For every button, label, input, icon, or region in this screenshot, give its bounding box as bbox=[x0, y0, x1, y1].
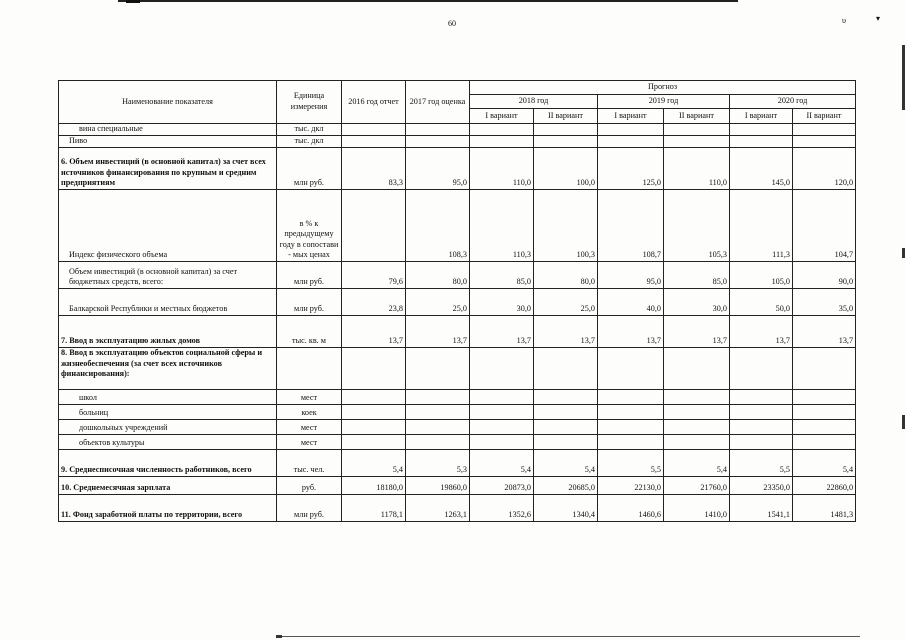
cell-value: 108,7 bbox=[598, 190, 664, 262]
cell-value: 100,0 bbox=[534, 148, 598, 190]
cell-value: 13,7 bbox=[342, 316, 406, 348]
row-label: больниц bbox=[59, 405, 277, 420]
cell-value: 80,0 bbox=[534, 262, 598, 289]
cell-value: 5,4 bbox=[534, 450, 598, 477]
table-row bbox=[59, 348, 856, 390]
cell-value bbox=[534, 136, 598, 148]
cell-value bbox=[730, 124, 793, 136]
row-label: 6. Объем инвестиций (в основной капитал) за счет всех источников финансирования по крупным и средним предприятиям bbox=[59, 148, 277, 190]
row-label: дошкольных учреждений bbox=[59, 420, 277, 435]
cell-value: 1541,1 bbox=[730, 495, 793, 522]
cell-value bbox=[470, 124, 534, 136]
cell-value bbox=[406, 124, 470, 136]
table-row bbox=[59, 262, 856, 289]
cell-value bbox=[598, 136, 664, 148]
cell-value bbox=[470, 348, 534, 390]
cell-value: 125,0 bbox=[598, 148, 664, 190]
row-unit: мест bbox=[277, 435, 342, 450]
row-unit: млн руб. bbox=[277, 262, 342, 289]
row-unit: тыс. чел. bbox=[277, 450, 342, 477]
cell-value: 13,7 bbox=[470, 316, 534, 348]
cell-value: 19860,0 bbox=[406, 477, 470, 495]
row-unit: коек bbox=[277, 405, 342, 420]
scan-top-mark bbox=[126, 0, 140, 3]
row-unit: руб. bbox=[277, 477, 342, 495]
row-label: Балкарской Республики и местных бюджетов bbox=[59, 289, 277, 316]
cell-value bbox=[598, 390, 664, 405]
forecast-table bbox=[58, 80, 856, 522]
cell-value bbox=[342, 190, 406, 262]
row-unit: млн руб. bbox=[277, 289, 342, 316]
table-row bbox=[59, 390, 856, 405]
cell-value bbox=[534, 348, 598, 390]
row-unit bbox=[277, 348, 342, 390]
row-unit: в % к предыдущему году в сопостави - мых ценах bbox=[277, 190, 342, 262]
scan-bottom-mark bbox=[276, 635, 282, 638]
scan-bottom-border bbox=[280, 636, 860, 637]
cell-value: 105,3 bbox=[664, 190, 730, 262]
cell-value bbox=[664, 348, 730, 390]
cell-value bbox=[406, 136, 470, 148]
cell-value bbox=[793, 420, 856, 435]
cell-value bbox=[793, 390, 856, 405]
row-label: 11. Фонд заработной платы по территории, всего bbox=[59, 495, 277, 522]
row-label: объектов культуры bbox=[59, 435, 277, 450]
cell-value bbox=[793, 405, 856, 420]
table-row bbox=[59, 405, 856, 420]
cell-value: 20685,0 bbox=[534, 477, 598, 495]
header-variant-2: II вариант bbox=[664, 109, 730, 124]
table-row bbox=[59, 495, 856, 522]
header-variant-1: I вариант bbox=[598, 109, 664, 124]
cell-value: 1352,6 bbox=[470, 495, 534, 522]
cell-value bbox=[342, 420, 406, 435]
cell-value bbox=[342, 348, 406, 390]
row-label: Пиво bbox=[59, 136, 277, 148]
table-row bbox=[59, 435, 856, 450]
cell-value bbox=[470, 405, 534, 420]
cell-value bbox=[598, 420, 664, 435]
cell-value bbox=[342, 390, 406, 405]
cell-value: 30,0 bbox=[664, 289, 730, 316]
row-label: школ bbox=[59, 390, 277, 405]
cell-value: 95,0 bbox=[598, 262, 664, 289]
cell-value: 22860,0 bbox=[793, 477, 856, 495]
cell-value: 1178,1 bbox=[342, 495, 406, 522]
row-unit: тыс. дкл bbox=[277, 136, 342, 148]
cell-value bbox=[534, 435, 598, 450]
cell-value bbox=[470, 420, 534, 435]
table-row bbox=[59, 124, 856, 136]
cell-value: 13,7 bbox=[598, 316, 664, 348]
row-unit: тыс. кв. м bbox=[277, 316, 342, 348]
row-unit: млн руб. bbox=[277, 495, 342, 522]
cell-value: 23,8 bbox=[342, 289, 406, 316]
cell-value: 79,6 bbox=[342, 262, 406, 289]
cell-value: 90,0 bbox=[793, 262, 856, 289]
cell-value bbox=[342, 435, 406, 450]
cell-value bbox=[598, 124, 664, 136]
cell-value bbox=[406, 405, 470, 420]
header-unit: Единица измерения bbox=[277, 81, 342, 124]
cell-value bbox=[534, 124, 598, 136]
corner-mark: υ bbox=[842, 16, 846, 25]
cell-value: 5,4 bbox=[664, 450, 730, 477]
header-variant-1: I вариант bbox=[470, 109, 534, 124]
cell-value bbox=[730, 405, 793, 420]
cell-value: 104,7 bbox=[793, 190, 856, 262]
cell-value bbox=[664, 124, 730, 136]
header-name: Наименование показателя bbox=[59, 81, 277, 124]
cell-value: 25,0 bbox=[534, 289, 598, 316]
header-2020: 2020 год bbox=[730, 95, 856, 109]
cell-value bbox=[406, 390, 470, 405]
cell-value bbox=[730, 136, 793, 148]
cell-value bbox=[534, 420, 598, 435]
row-label: 7. Ввод в эксплуатацию жилых домов bbox=[59, 316, 277, 348]
header-forecast: Прогноз bbox=[470, 81, 856, 95]
cell-value: 110,0 bbox=[664, 148, 730, 190]
row-label: Объем инвестиций (в основной капитал) за счет бюджетных средств, всего: bbox=[59, 262, 277, 289]
cell-value: 1340,4 bbox=[534, 495, 598, 522]
cell-value bbox=[406, 435, 470, 450]
cell-value: 50,0 bbox=[730, 289, 793, 316]
cell-value: 1460,6 bbox=[598, 495, 664, 522]
cell-value bbox=[730, 420, 793, 435]
table-row bbox=[59, 420, 856, 435]
cell-value bbox=[793, 136, 856, 148]
scan-top-border bbox=[118, 0, 738, 2]
cell-value bbox=[793, 435, 856, 450]
cell-value bbox=[470, 136, 534, 148]
cell-value: 120,0 bbox=[793, 148, 856, 190]
cell-value: 80,0 bbox=[406, 262, 470, 289]
row-label: 10. Среднемесячная зарплата bbox=[59, 477, 277, 495]
cell-value: 83,3 bbox=[342, 148, 406, 190]
cell-value: 5,5 bbox=[730, 450, 793, 477]
header-variant-2: II вариант bbox=[793, 109, 856, 124]
cell-value: 23350,0 bbox=[730, 477, 793, 495]
cell-value bbox=[598, 348, 664, 390]
cell-value: 35,0 bbox=[793, 289, 856, 316]
page-number: 60 bbox=[448, 19, 456, 28]
cell-value: 1410,0 bbox=[664, 495, 730, 522]
cell-value: 13,7 bbox=[730, 316, 793, 348]
cell-value bbox=[534, 390, 598, 405]
cell-value bbox=[664, 420, 730, 435]
row-unit: млн руб. bbox=[277, 148, 342, 190]
table-row bbox=[59, 289, 856, 316]
cell-value: 100,3 bbox=[534, 190, 598, 262]
cell-value bbox=[470, 390, 534, 405]
cell-value bbox=[793, 348, 856, 390]
table-row bbox=[59, 477, 856, 495]
cell-value bbox=[664, 435, 730, 450]
cell-value: 95,0 bbox=[406, 148, 470, 190]
cell-value bbox=[342, 405, 406, 420]
cell-value bbox=[793, 124, 856, 136]
table-row bbox=[59, 190, 856, 262]
cell-value: 110,3 bbox=[470, 190, 534, 262]
cell-value: 105,0 bbox=[730, 262, 793, 289]
cell-value: 5,5 bbox=[598, 450, 664, 477]
cell-value bbox=[730, 390, 793, 405]
cell-value bbox=[664, 405, 730, 420]
cell-value: 1481,3 bbox=[793, 495, 856, 522]
cell-value: 20873,0 bbox=[470, 477, 534, 495]
cell-value bbox=[406, 348, 470, 390]
cell-value: 145,0 bbox=[730, 148, 793, 190]
cell-value: 5,4 bbox=[342, 450, 406, 477]
cell-value: 111,3 bbox=[730, 190, 793, 262]
cell-value bbox=[664, 390, 730, 405]
row-unit: тыс. дкл bbox=[277, 124, 342, 136]
row-label: вина специальные bbox=[59, 124, 277, 136]
header-2019: 2019 год bbox=[598, 95, 730, 109]
cell-value bbox=[730, 435, 793, 450]
row-unit: мест bbox=[277, 390, 342, 405]
cell-value bbox=[342, 124, 406, 136]
cell-value bbox=[730, 348, 793, 390]
cell-value: 25,0 bbox=[406, 289, 470, 316]
table-row bbox=[59, 148, 856, 190]
header-2018: 2018 год bbox=[470, 95, 598, 109]
corner-mark-arrow: ▾ bbox=[876, 14, 881, 23]
cell-value: 22130,0 bbox=[598, 477, 664, 495]
cell-value: 85,0 bbox=[664, 262, 730, 289]
header-2017: 2017 год оценка bbox=[406, 81, 470, 124]
cell-value: 21760,0 bbox=[664, 477, 730, 495]
row-label: 9. Среднесписочная численность работников, всего bbox=[59, 450, 277, 477]
cell-value: 5,3 bbox=[406, 450, 470, 477]
cell-value: 13,7 bbox=[664, 316, 730, 348]
row-label: Индекс физического объема bbox=[59, 190, 277, 262]
cell-value bbox=[664, 136, 730, 148]
header-variant-2: II вариант bbox=[534, 109, 598, 124]
table-row bbox=[59, 450, 856, 477]
cell-value: 30,0 bbox=[470, 289, 534, 316]
cell-value: 13,7 bbox=[793, 316, 856, 348]
cell-value: 1263,1 bbox=[406, 495, 470, 522]
cell-value: 13,7 bbox=[406, 316, 470, 348]
row-unit: мест bbox=[277, 420, 342, 435]
table-row bbox=[59, 316, 856, 348]
cell-value: 18180,0 bbox=[342, 477, 406, 495]
cell-value: 108,3 bbox=[406, 190, 470, 262]
cell-value: 5,4 bbox=[793, 450, 856, 477]
cell-value bbox=[406, 420, 470, 435]
cell-value bbox=[598, 405, 664, 420]
cell-value bbox=[534, 405, 598, 420]
table-row bbox=[59, 136, 856, 148]
cell-value bbox=[470, 435, 534, 450]
cell-value: 110,0 bbox=[470, 148, 534, 190]
cell-value: 13,7 bbox=[534, 316, 598, 348]
cell-value: 40,0 bbox=[598, 289, 664, 316]
header-variant-1: I вариант bbox=[730, 109, 793, 124]
row-label: 8. Ввод в эксплуатацию объектов социальной сферы и жизнеобеспечения (за счет всех источников финансирования): bbox=[59, 348, 277, 390]
cell-value bbox=[598, 435, 664, 450]
header-2016: 2016 год отчет bbox=[342, 81, 406, 124]
cell-value: 85,0 bbox=[470, 262, 534, 289]
cell-value bbox=[342, 136, 406, 148]
cell-value: 5,4 bbox=[470, 450, 534, 477]
